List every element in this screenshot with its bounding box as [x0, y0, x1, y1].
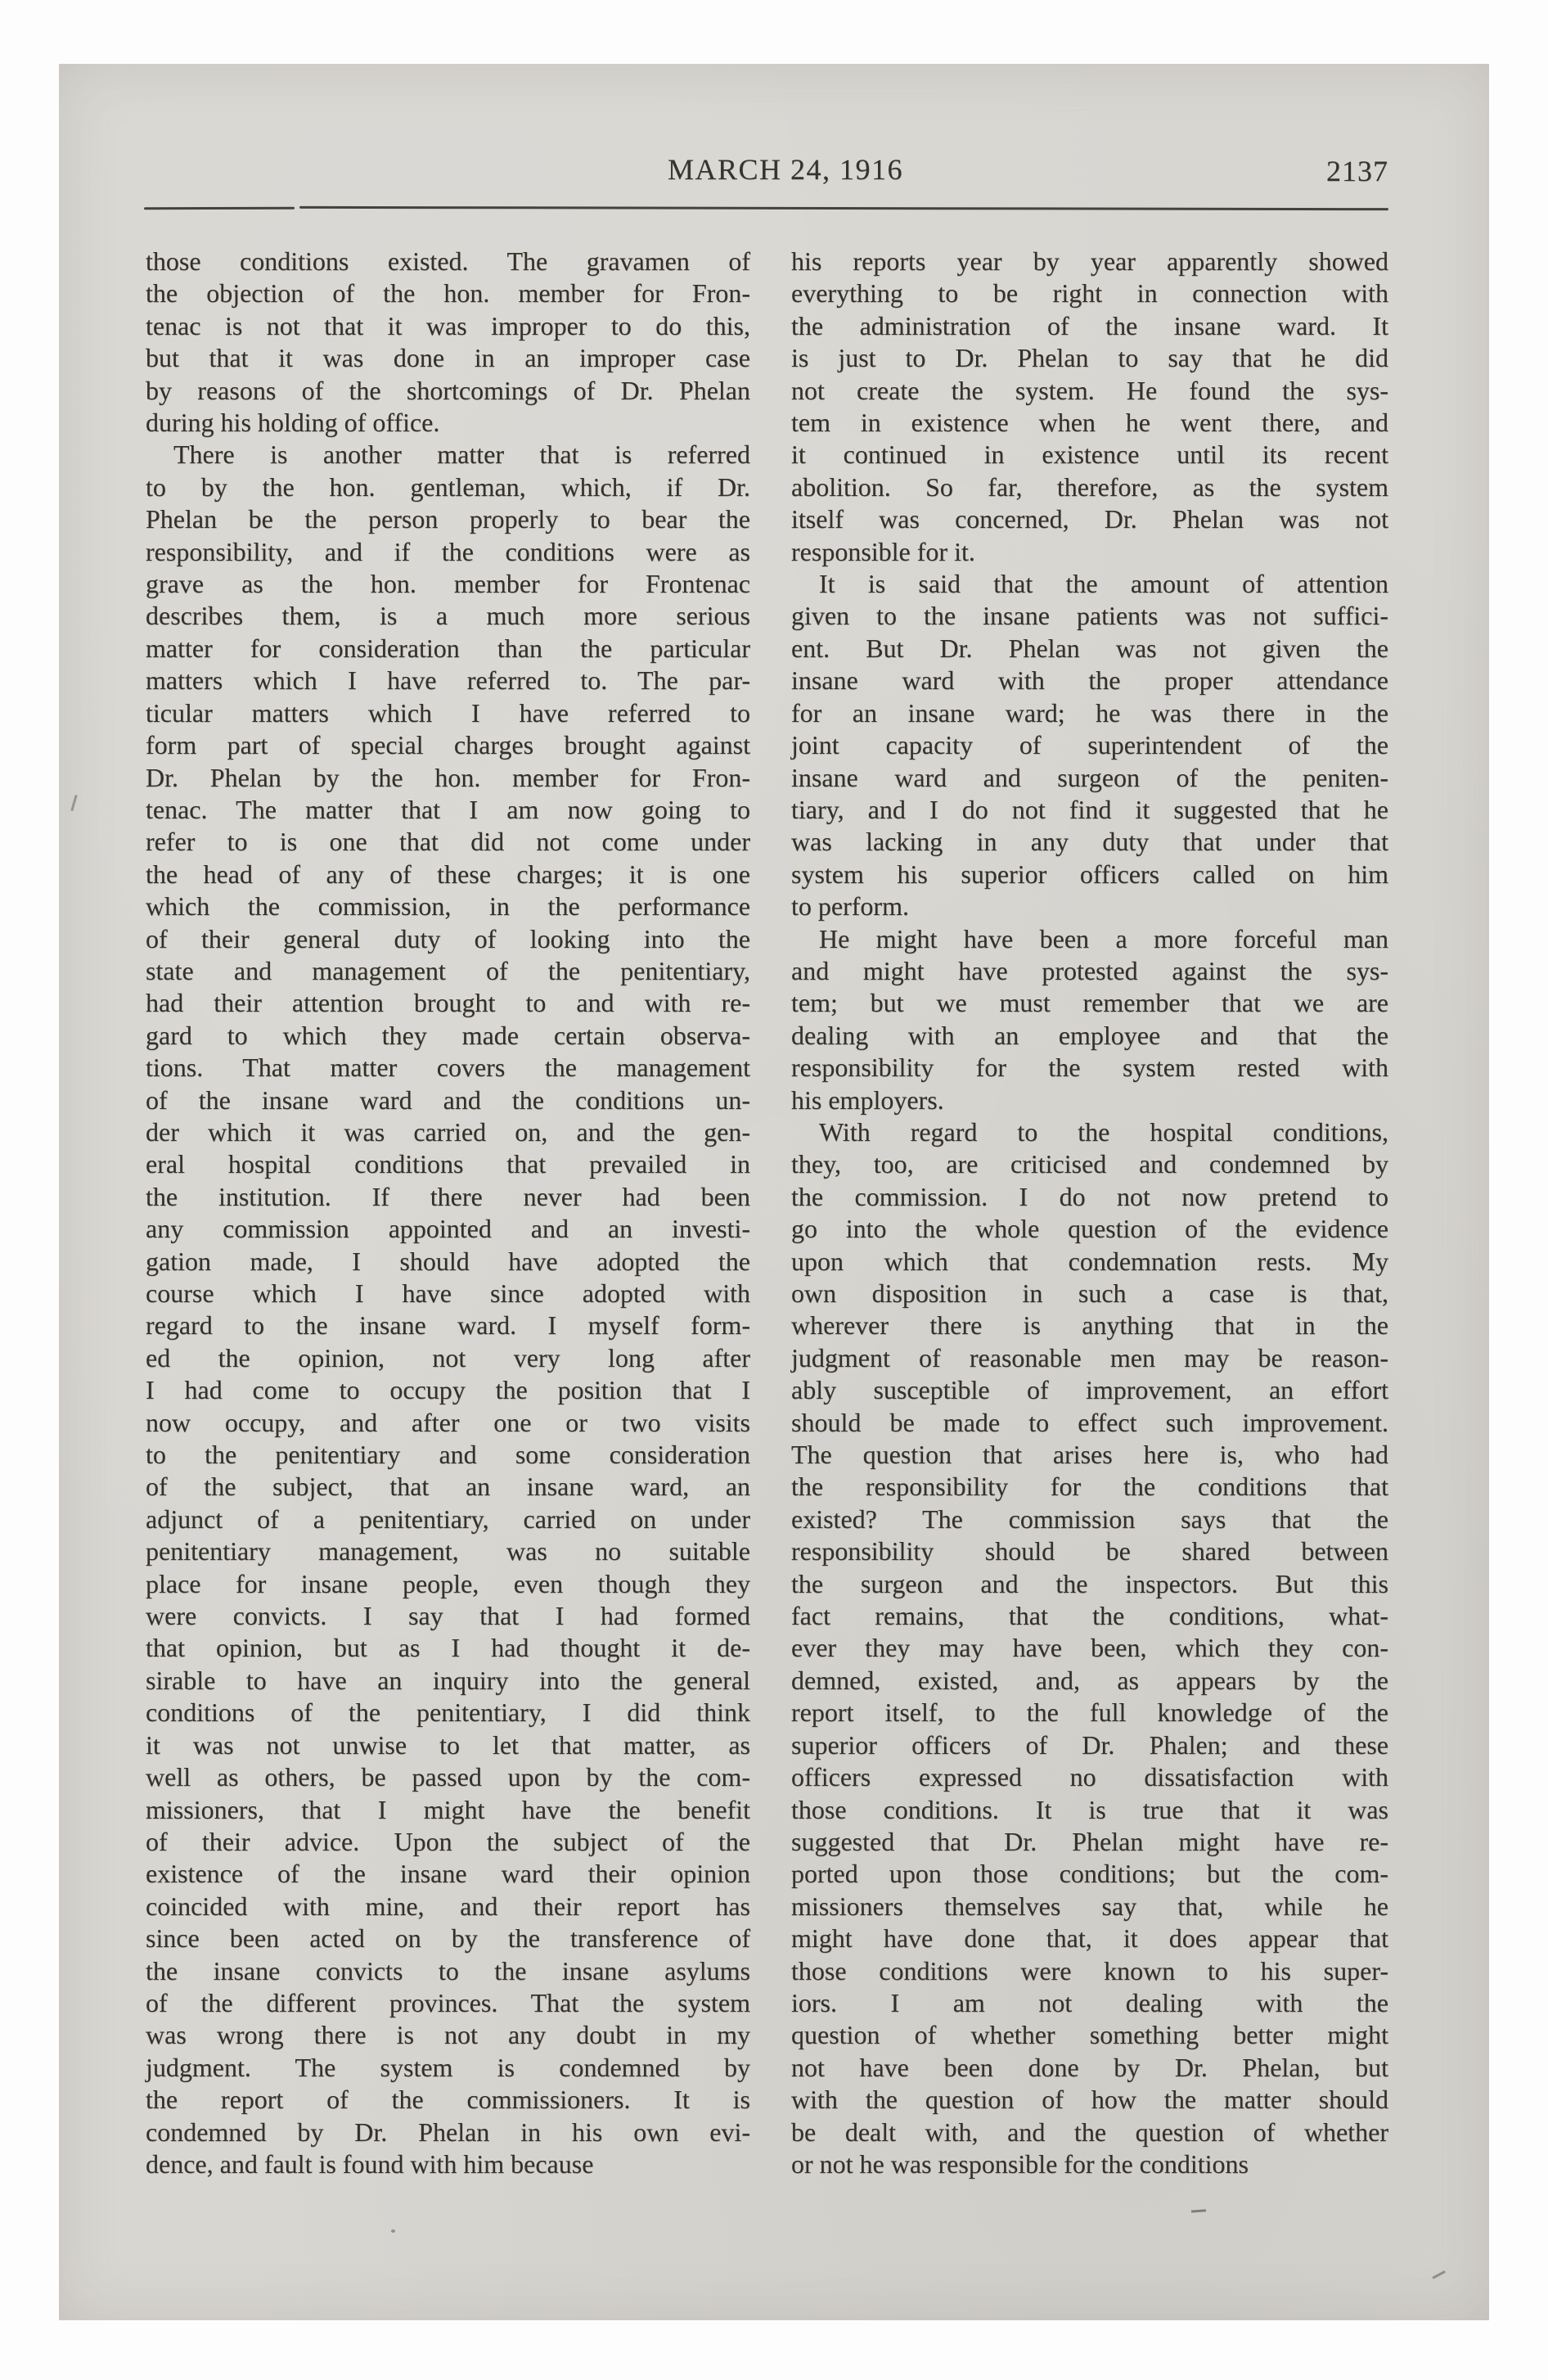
text-line: It is said that the amount of attention	[819, 569, 1388, 599]
text-line: responsibility for the system rested with	[791, 1053, 1388, 1083]
text-line: iors. I am not dealing with the	[791, 1987, 1388, 2017]
scan-artifact-backslash	[70, 795, 77, 811]
text-line: ably susceptible of improvement, an effort	[791, 1375, 1388, 1405]
scan-artifact-speck	[391, 2229, 395, 2233]
text-line: tenac is not that it was improper to do this,	[146, 310, 750, 340]
text-line: during his holding of office.	[146, 408, 440, 438]
text-line: responsible for it.	[791, 536, 975, 566]
text-line: not create the system. He found the sys-	[791, 375, 1388, 405]
text-line: fact remains, that the conditions, what-	[791, 1601, 1388, 1631]
paragraph	[146, 246, 750, 439]
text-line: penitentiary management, was no suitable	[146, 1536, 750, 1566]
text-line: coincided with mine, and their report has	[146, 1891, 750, 1921]
text-line: responsibility, and if the conditions were as	[146, 536, 750, 566]
text-line: the responsibility for the conditions that	[791, 1472, 1388, 1502]
text-line: ticular matters which I have referred to	[146, 697, 750, 728]
text-line: gard to which they made certain observa-	[146, 1020, 750, 1050]
text-line: be dealt with, and the question of whether	[791, 2116, 1388, 2147]
text-line: was wrong there is not any doubt in my	[146, 2020, 750, 2050]
text-line: to the penitentiary and some consideration	[146, 1440, 750, 1470]
text-line: which the commission, in the performance	[146, 891, 750, 922]
scan-artifact-slash	[1432, 2270, 1445, 2279]
text-line: insane ward with the proper attendance	[791, 665, 1388, 696]
text-line: now occupy, and after one or two visits	[146, 1407, 750, 1437]
text-column-left	[146, 246, 750, 2180]
header-page-number: 2137	[1326, 155, 1388, 187]
text-line: dence, and fault is found with him because	[146, 2148, 594, 2179]
text-line: officers expressed no dissatisfaction with	[791, 1762, 1388, 1792]
text-line: those conditions were known to his super-	[791, 1955, 1388, 1986]
text-line: abolition. So far, therefore, as the system	[791, 471, 1388, 502]
text-line: der which it was carried on, and the gen-	[146, 1116, 750, 1147]
text-line: insane ward and surgeon of the peniten-	[791, 762, 1388, 792]
text-line: condemned by Dr. Phelan in his own evi-	[146, 2116, 750, 2147]
text-line: ported upon those conditions; but the com-	[791, 1859, 1388, 1889]
text-line: responsibility should be shared between	[791, 1536, 1388, 1566]
text-line: describes them, is a much more serious	[146, 601, 750, 631]
text-line: for an insane ward; he was there in the	[791, 697, 1388, 728]
text-line: ed the opinion, not very long after	[146, 1342, 750, 1373]
text-line: go into the whole question of the evidence	[791, 1214, 1388, 1244]
text-line: report itself, to the full knowledge of the	[791, 1697, 1388, 1728]
text-line: but that it was done in an improper case	[146, 343, 750, 373]
text-line: the commission. I do not now pretend to	[791, 1181, 1388, 1211]
paragraph	[791, 568, 1388, 922]
text-line: were convicts. I say that I had formed	[146, 1601, 750, 1631]
text-line: sirable to have an inquiry into the general	[146, 1665, 750, 1695]
text-line: eral hospital conditions that prevailed in	[146, 1149, 750, 1179]
text-line: adjunct of a penitentiary, carried on under	[146, 1503, 750, 1534]
text-line: of the subject, that an insane ward, an	[146, 1472, 750, 1502]
text-line: the institution. If there never had been	[146, 1181, 750, 1211]
text-line: missioners themselves say that, while he	[791, 1891, 1388, 1921]
text-line: form part of special charges brought against	[146, 730, 750, 760]
text-line: tenac. The matter that I am now going to	[146, 794, 750, 824]
text-line: of the insane ward and the conditions un-	[146, 1084, 750, 1115]
text-line: suggested that Dr. Phelan might have re-	[791, 1826, 1388, 1856]
text-line: of their advice. Upon the subject of the	[146, 1826, 750, 1856]
text-line: With regard to the hospital conditions,	[819, 1116, 1388, 1147]
text-line: ent. But Dr. Phelan was not given the	[791, 633, 1388, 663]
text-line: had their attention brought to and with re-	[146, 988, 750, 1018]
text-line: system his superior officers called on him	[791, 859, 1388, 889]
text-line: it was not unwise to let that matter, as	[146, 1729, 750, 1760]
text-line: those conditions existed. The gravamen of	[146, 246, 750, 276]
text-line: existence of the insane ward their opinion	[146, 1859, 750, 1889]
text-line: demned, existed, and, as appears by the	[791, 1665, 1388, 1695]
text-line: his reports year by year apparently showed	[791, 246, 1388, 276]
text-line: matter for consideration than the particular	[146, 633, 750, 663]
text-line: the insane convicts to the insane asylums	[146, 1955, 750, 1986]
text-line: regard to the insane ward. I myself form-	[146, 1310, 750, 1341]
text-line: any commission appointed and an investi-	[146, 1214, 750, 1244]
text-line: it continued in existence until its recent	[791, 439, 1388, 470]
text-line: they, too, are criticised and condemned by	[791, 1149, 1388, 1179]
text-line: itself was concerned, Dr. Phelan was not	[791, 504, 1388, 534]
text-column-right	[791, 246, 1388, 2180]
paragraph	[791, 923, 1388, 1116]
text-line: Phelan be the person properly to bear the	[146, 504, 750, 534]
header-rule-right-segment	[299, 206, 1388, 210]
text-line: upon which that condemnation rests. My	[791, 1246, 1388, 1276]
text-line: and might have protested against the sys-	[791, 955, 1388, 985]
text-line: was lacking in any duty that under that	[791, 827, 1388, 857]
text-line: grave as the hon. member for Frontenac	[146, 569, 750, 599]
text-line: since been acted on by the transference of	[146, 1923, 750, 1954]
text-line: tem in existence when he went there, and	[791, 408, 1388, 438]
text-line: refer to is one that did not come under	[146, 827, 750, 857]
text-line: of the different provinces. That the system	[146, 1987, 750, 2017]
header-rule-left-segment	[144, 207, 295, 210]
text-line: gation made, I should have adopted the	[146, 1246, 750, 1276]
text-line: matters which I have referred to. The par-	[146, 665, 750, 696]
text-line: with the question of how the matter should	[791, 2085, 1388, 2115]
text-line: that opinion, but as I had thought it de-	[146, 1633, 750, 1663]
text-line: to perform.	[791, 891, 909, 922]
text-line: course which I have since adopted with	[146, 1278, 750, 1308]
text-line: those conditions. It is true that it was	[791, 1794, 1388, 1824]
text-line: the report of the commissioners. It is	[146, 2085, 750, 2115]
text-line: to by the hon. gentleman, which, if Dr.	[146, 471, 750, 502]
header-date: MARCH 24, 1916	[667, 153, 904, 186]
text-line: the objection of the hon. member for Fron-	[146, 278, 750, 309]
text-line: I had come to occupy the position that I	[146, 1375, 750, 1405]
text-line: state and management of the penitentiary,	[146, 955, 750, 985]
text-line: conditions of the penitentiary, I did think	[146, 1697, 750, 1728]
text-line: the administration of the insane ward. It	[791, 310, 1388, 340]
text-line: dealing with an employee and that the	[791, 1020, 1388, 1050]
text-line: existed? The commission says that the	[791, 1503, 1388, 1534]
text-line: ever they may have been, which they con-	[791, 1633, 1388, 1663]
paragraph	[791, 246, 1388, 568]
text-line: He might have been a more forceful man	[819, 923, 1388, 953]
page-scan	[59, 64, 1489, 2320]
text-line: not have been done by Dr. Phelan, but	[791, 2052, 1388, 2082]
text-line: superior officers of Dr. Phalen; and these	[791, 1729, 1388, 1760]
paragraph	[791, 1116, 1388, 2180]
text-block	[146, 246, 1388, 2180]
text-line: place for insane people, even though they	[146, 1568, 750, 1598]
text-line: might have done that, it does appear that	[791, 1923, 1388, 1954]
text-line: joint capacity of superintendent of the	[791, 730, 1388, 760]
text-line: given to the insane patients was not suffici-	[791, 601, 1388, 631]
text-line: is just to Dr. Phelan to say that he did	[791, 343, 1388, 373]
text-line: well as others, be passed upon by the com-	[146, 1762, 750, 1792]
text-line: own disposition in such a case is that,	[791, 1278, 1388, 1308]
text-line: wherever there is anything that in the	[791, 1310, 1388, 1341]
text-line: The question that arises here is, who had	[791, 1440, 1388, 1470]
text-line: question of whether something better might	[791, 2020, 1388, 2050]
scan-artifact-dash	[1191, 2209, 1206, 2212]
text-line: or not he was responsible for the conditions	[791, 2148, 1249, 2179]
text-line: his employers.	[791, 1084, 944, 1115]
text-line: tem; but we must remember that we are	[791, 988, 1388, 1018]
text-line: judgment. The system is condemned by	[146, 2052, 750, 2082]
text-line: should be made to effect such improvement.	[791, 1407, 1388, 1437]
paragraph	[146, 439, 750, 2180]
text-line: Dr. Phelan by the hon. member for Fron-	[146, 762, 750, 792]
text-line: tions. That matter covers the management	[146, 1053, 750, 1083]
text-line: of their general duty of looking into the	[146, 923, 750, 953]
text-line: There is another matter that is referred	[173, 439, 750, 470]
text-line: the surgeon and the inspectors. But this	[791, 1568, 1388, 1598]
text-line: tiary, and I do not find it suggested that he	[791, 794, 1388, 824]
text-line: missioners, that I might have the benefit	[146, 1794, 750, 1824]
text-line: the head of any of these charges; it is one	[146, 859, 750, 889]
text-line: judgment of reasonable men may be reason-	[791, 1342, 1388, 1373]
text-line: by reasons of the shortcomings of Dr. Phelan	[146, 375, 750, 405]
text-line: everything to be right in connection with	[791, 278, 1388, 309]
